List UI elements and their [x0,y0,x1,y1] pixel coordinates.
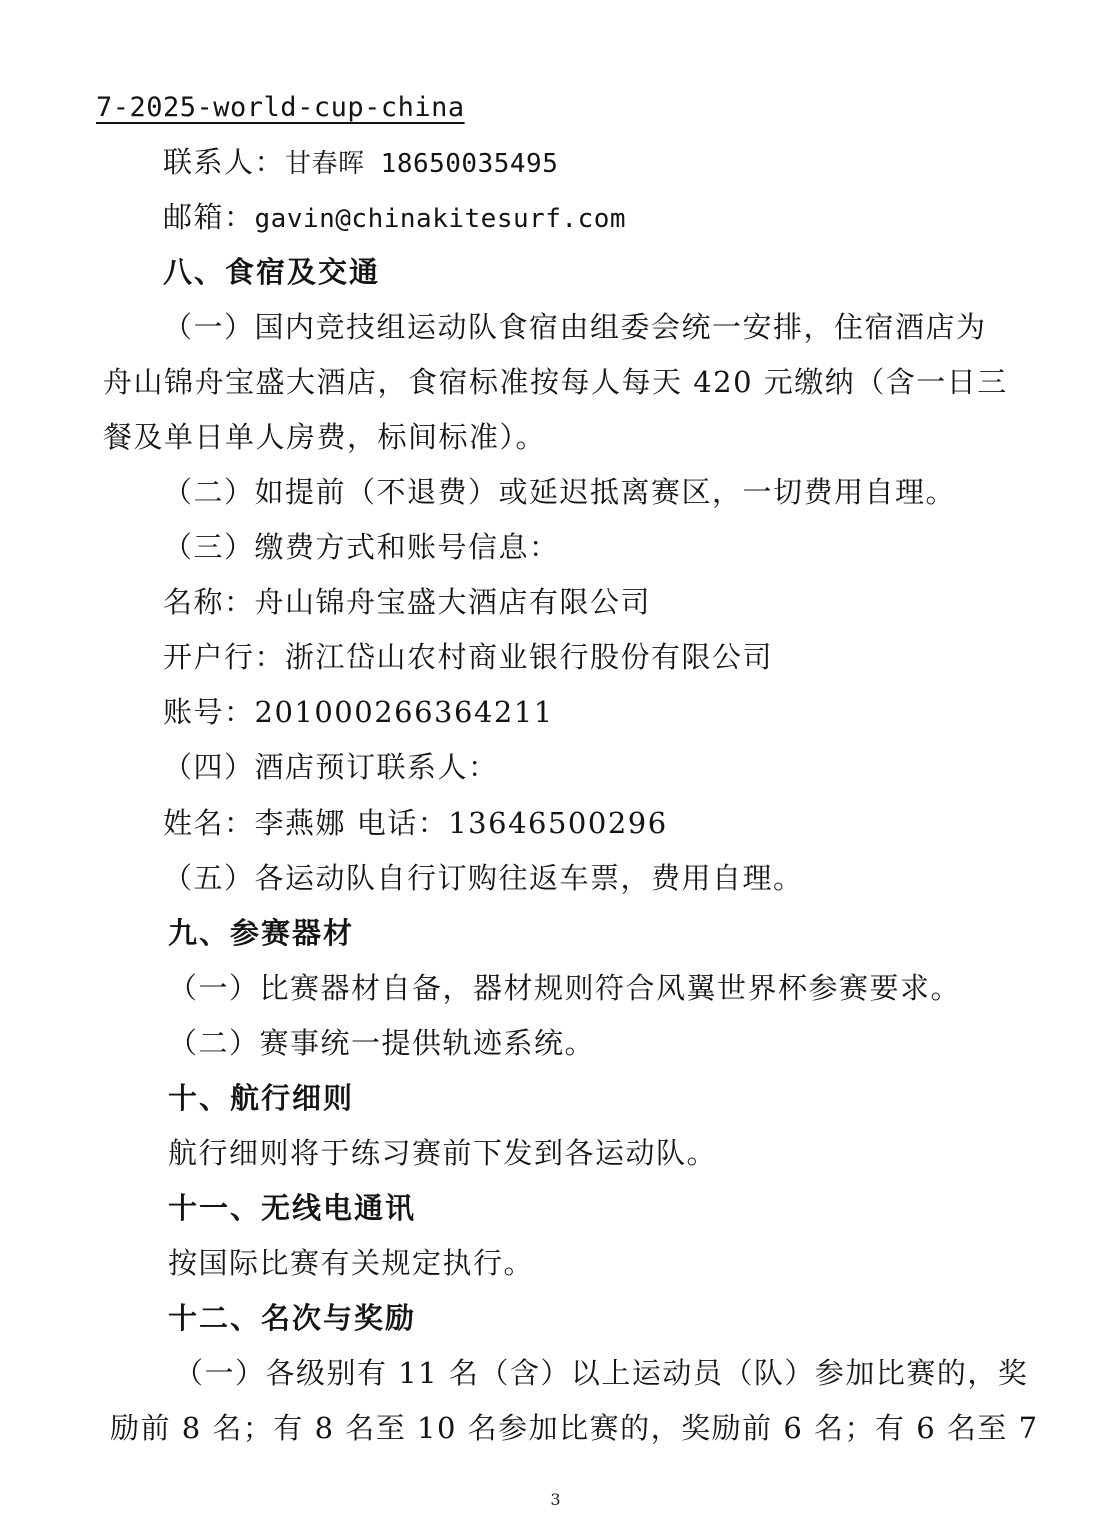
section-12-p1-line2: 励前 8 名；有 8 名至 10 名参加比赛的，奖励前 6 名；有 6 名至 7 [110,1411,1039,1445]
section-10-p1: 航行细则将于练习赛前下发到各运动队。 [168,1136,718,1170]
registration-url: 7-2025-world-cup-china [96,92,465,123]
section-8-p2: （二）如提前（不退费）或延迟抵离赛区，一切费用自理。 [163,475,957,509]
contact-name-phone: 甘春晖 18650035495 [285,149,559,179]
section-8-p1-line3: 餐及单日单人房费，标间标准）。 [103,420,547,454]
section-8-p3: （三）缴费方式和账号信息： [163,530,560,564]
hotel-contact: 姓名：李燕娜 电话：13646500296 [163,806,668,840]
section-9-heading: 九、参赛器材 [168,916,355,950]
section-8-p1-line1: （一）国内竞技组运动队食宿由组委会统一安排，住宿酒店为 [163,310,987,344]
section-9-p2: （二）赛事统一提供轨迹系统。 [168,1026,596,1060]
section-12-p1-line1: （一）各级别有 11 名（含）以上运动员（队）参加比赛的，奖 [174,1356,1029,1390]
contact-label: 联系人： [163,145,286,179]
section-8-p1-line2: 舟山锦舟宝盛大酒店，食宿标准按每人每天 420 元缴纳（含一日三 [103,365,1008,399]
page-number: 3 [550,1490,561,1509]
section-8-p5: （五）各运动队自行订购往返车票，费用自理。 [163,861,804,895]
section-12-heading: 十二、名次与奖励 [168,1301,417,1335]
section-11-p1: 按国际比赛有关规定执行。 [168,1246,535,1280]
section-8-p4: （四）酒店预订联系人： [163,750,499,784]
section-8-heading: 八、食宿及交通 [163,255,381,289]
email-label: 邮箱： [163,200,255,234]
account-number: 账号：201000266364211 [163,695,554,729]
section-9-p1: （一）比赛器材自备，器材规则符合风翼世界杯参赛要求。 [168,971,962,1005]
account-name: 名称：舟山锦舟宝盛大酒店有限公司 [163,585,652,619]
bank-name: 开户行：浙江岱山农村商业银行股份有限公司 [163,640,774,674]
email-value: gavin@chinakitesurf.com [254,204,627,234]
section-10-heading: 十、航行细则 [168,1081,355,1115]
email-line [163,197,626,239]
section-11-heading: 十一、无线电通讯 [168,1191,417,1225]
contact-line [163,142,558,184]
